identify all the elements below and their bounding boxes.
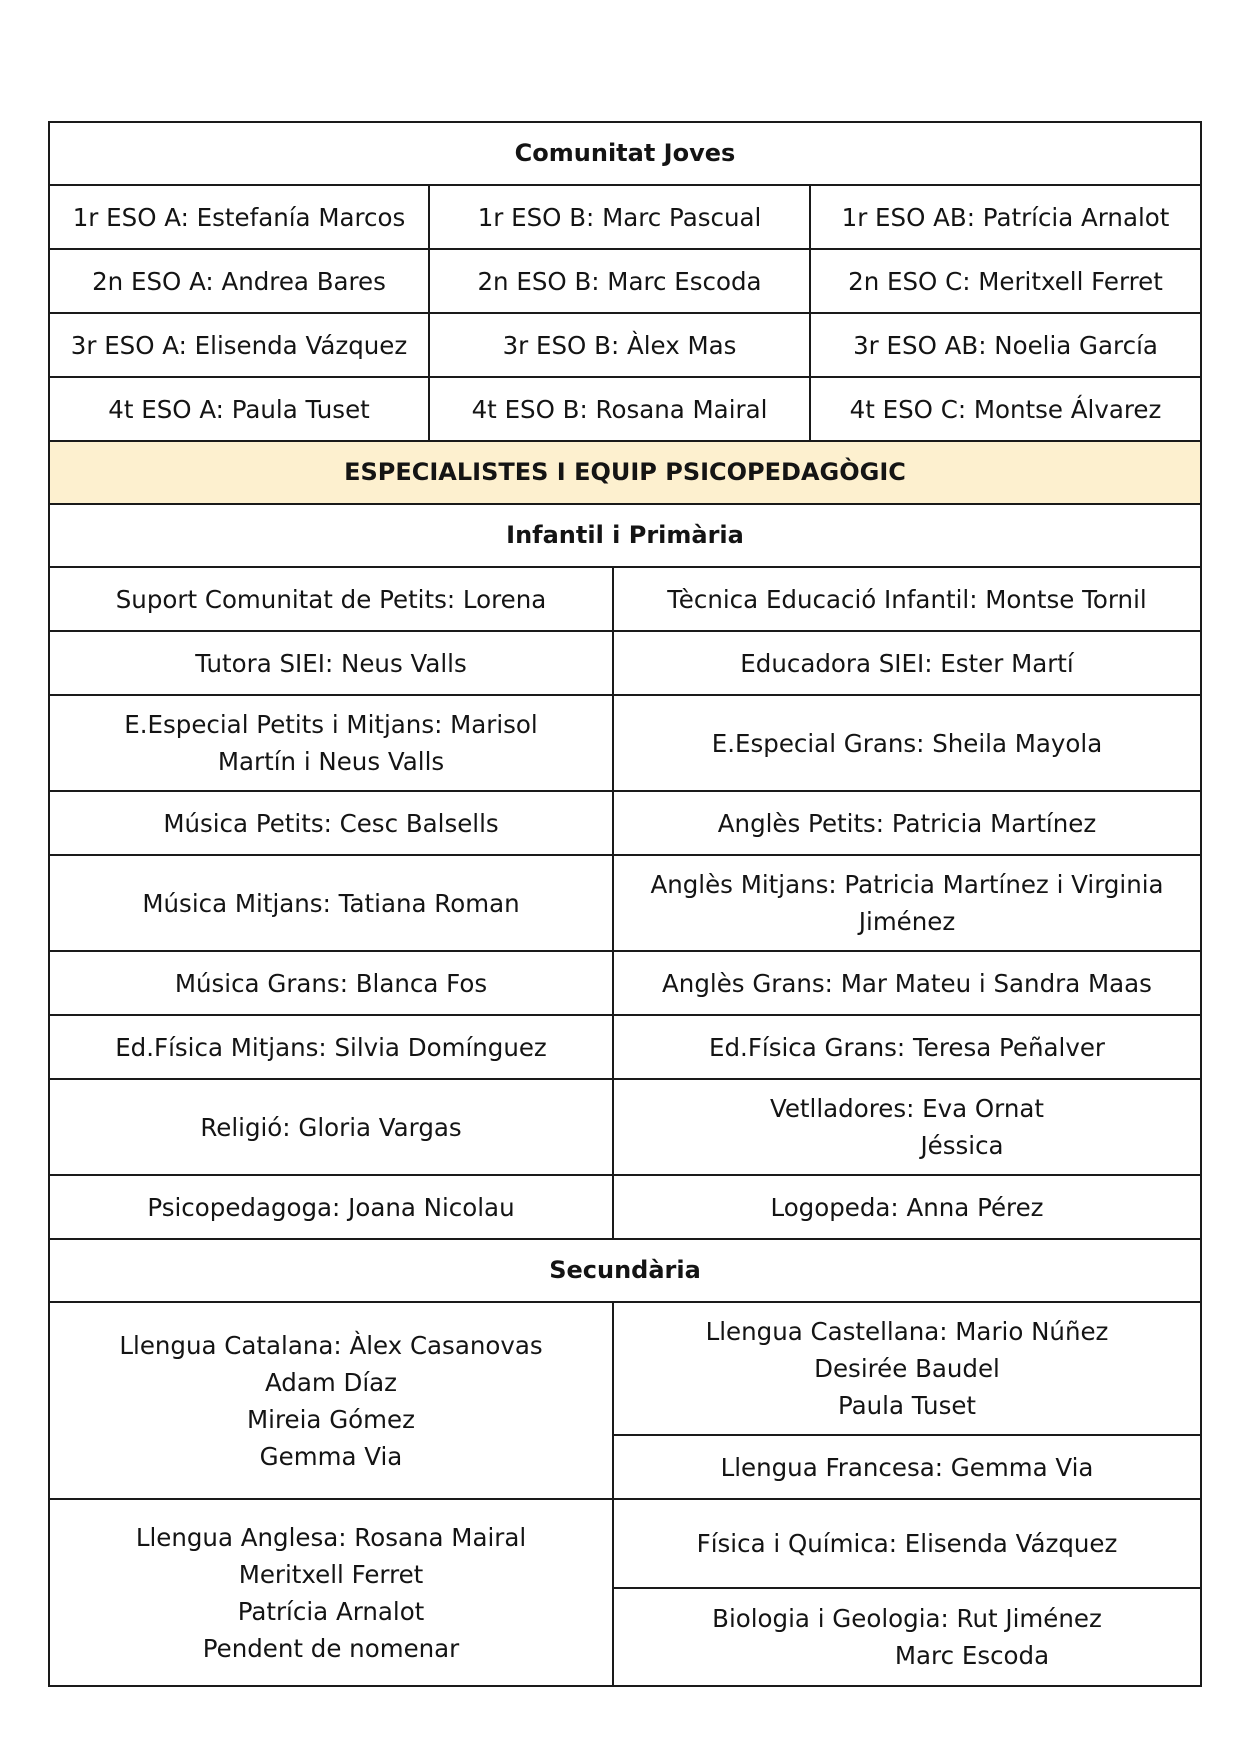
tutor-cell: 4t ESO A: Paula Tuset <box>50 378 430 442</box>
tutor-cell: 1r ESO B: Marc Pascual <box>430 186 811 250</box>
specialist-cell: Música Grans: Blanca Fos <box>50 952 614 1016</box>
specialist-cell: Ed.Física Grans: Teresa Peñalver <box>614 1016 1202 1080</box>
specialist-cell: Anglès Grans: Mar Mateu i Sandra Maas <box>614 952 1202 1016</box>
section-especialistes-header <box>48 442 1202 505</box>
specialist-cell: Música Petits: Cesc Balsells <box>50 792 614 856</box>
catalana-line: Gemma Via <box>259 1441 403 1471</box>
tutor-cell: 2n ESO C: Meritxell Ferret <box>811 250 1202 314</box>
specialist-cell: Educadora SIEI: Ester Martí <box>614 632 1202 696</box>
specialist-cell: Ed.Física Mitjans: Silvia Domínguez <box>50 1016 614 1080</box>
tutor-cell: 3r ESO AB: Noelia García <box>811 314 1202 378</box>
fisica-biologia-stack <box>614 1500 1202 1687</box>
catalana-line: Llengua Catalana: Àlex Casanovas <box>119 1330 543 1360</box>
catalana-line: Adam Díaz <box>264 1367 398 1397</box>
tutor-cell: 1r ESO AB: Patrícia Arnalot <box>811 186 1202 250</box>
specialist-cell: E.Especial Petits i Mitjans: Marisol Martín i Neus Valls <box>50 696 614 792</box>
anglesa-cell <box>50 1500 614 1687</box>
section-title-especialistes: ESPECIALISTES I EQUIP PSICOPEDAGÒGIC <box>50 442 1202 505</box>
tutor-cell: 2n ESO B: Marc Escoda <box>430 250 811 314</box>
vetlladores-line: Vetlladores: Eva Ornat <box>770 1094 1044 1123</box>
francesa-cell: Llengua Francesa: Gemma Via <box>614 1436 1202 1500</box>
biologia-line: Biologia i Geologia: Rut Jiménez <box>712 1604 1102 1633</box>
specialist-cell: Religió: Gloria Vargas <box>50 1080 614 1176</box>
tutor-cell: 1r ESO A: Estefanía Marcos <box>50 186 430 250</box>
anglesa-line: Patrícia Arnalot <box>237 1596 425 1626</box>
infantil-grid <box>48 568 1202 1240</box>
section-title-secundaria: Secundària <box>50 1240 1202 1303</box>
catalana-line: Mireia Gómez <box>247 1404 415 1434</box>
tutor-cell: 4t ESO B: Rosana Mairal <box>430 378 811 442</box>
secundaria-block-2 <box>48 1500 1202 1687</box>
comunitat-joves-grid <box>48 186 1202 442</box>
castellana-cell <box>614 1303 1202 1436</box>
anglesa-line: Pendent de nomenar <box>202 1633 460 1663</box>
biologia-line: Marc Escoda <box>894 1641 1050 1670</box>
section-title-infantil: Infantil i Primària <box>50 505 1202 568</box>
specialist-cell: Anglès Petits: Patricia Martínez <box>614 792 1202 856</box>
specialist-cell: Tutora SIEI: Neus Valls <box>50 632 614 696</box>
section-secundaria-header <box>48 1240 1202 1303</box>
castellana-line: Desirée Baudel <box>814 1354 1000 1383</box>
staff-table <box>48 121 1202 1687</box>
section-infantil-header <box>48 505 1202 568</box>
anglesa-line: Meritxell Ferret <box>238 1559 424 1589</box>
section-comunitat-joves-header <box>48 121 1202 186</box>
specialist-cell: Música Mitjans: Tatiana Roman <box>50 856 614 952</box>
secundaria-block-1 <box>48 1303 1202 1500</box>
castellana-francesa-stack <box>614 1303 1202 1500</box>
vetlladores-extra-line: Jéssica <box>920 1131 1004 1160</box>
vetlladores-cell <box>614 1080 1202 1176</box>
castellana-line: Paula Tuset <box>837 1391 977 1420</box>
castellana-line: Llengua Castellana: Mario Núñez <box>705 1317 1109 1346</box>
fisica-cell: Física i Química: Elisenda Vázquez <box>614 1500 1202 1589</box>
tutor-cell: 4t ESO C: Montse Álvarez <box>811 378 1202 442</box>
section-title-comunitat-joves: Comunitat Joves <box>50 123 1202 186</box>
specialist-cell: Logopeda: Anna Pérez <box>614 1176 1202 1240</box>
specialist-cell: Psicopedagoga: Joana Nicolau <box>50 1176 614 1240</box>
specialist-cell: E.Especial Grans: Sheila Mayola <box>614 696 1202 792</box>
tutor-cell: 3r ESO A: Elisenda Vázquez <box>50 314 430 378</box>
specialist-cell: Suport Comunitat de Petits: Lorena <box>50 568 614 632</box>
biologia-cell <box>614 1589 1202 1687</box>
anglesa-line: Llengua Anglesa: Rosana Mairal <box>135 1522 527 1552</box>
specialist-cell: Tècnica Educació Infantil: Montse Tornil <box>614 568 1202 632</box>
tutor-cell: 2n ESO A: Andrea Bares <box>50 250 430 314</box>
catalana-cell <box>50 1303 614 1500</box>
tutor-cell: 3r ESO B: Àlex Mas <box>430 314 811 378</box>
specialist-cell: Anglès Mitjans: Patricia Martínez i Virginia Jiménez <box>614 856 1202 952</box>
